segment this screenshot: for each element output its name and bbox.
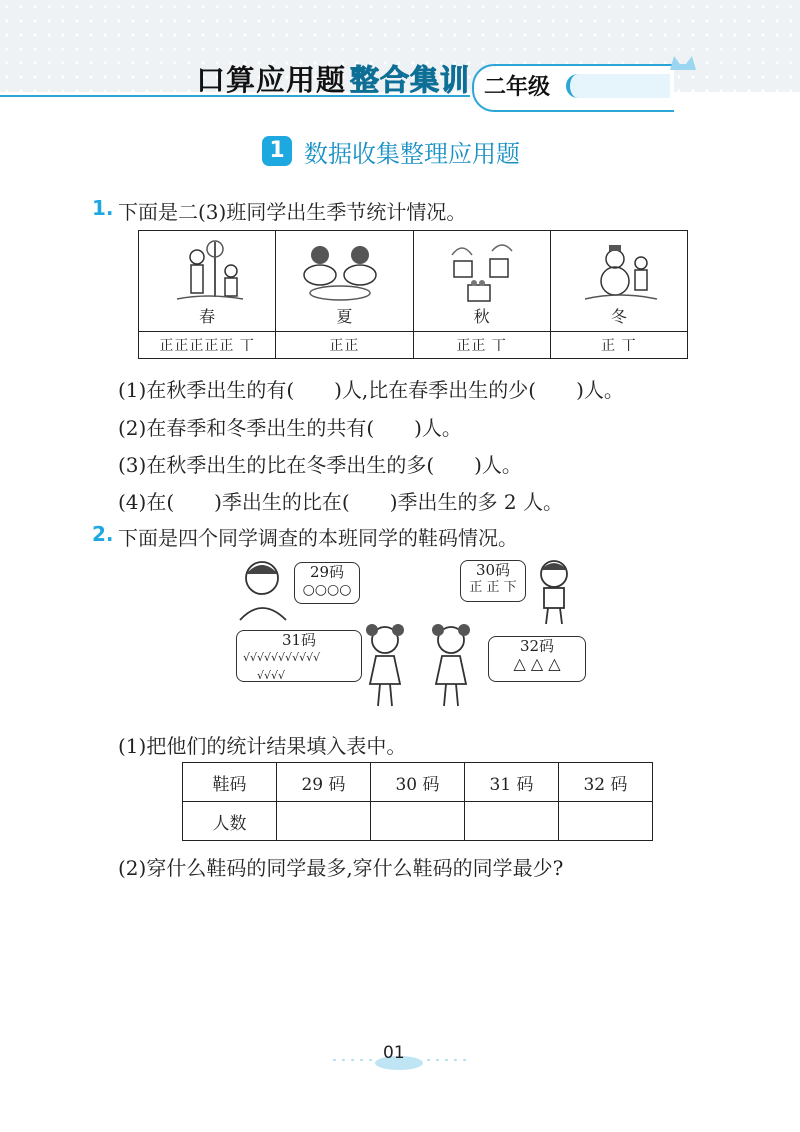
tally-summer: 正正 [276,332,413,359]
section-number-badge: 1 [262,136,292,166]
shoe-table-row-label: 人数 [183,802,277,841]
bubble-30-title: 30码 [475,561,511,579]
winter-cell [550,231,687,332]
winter-snowman-illustration [579,237,659,307]
question-2-sub-2: (2)穿什么鞋码的同学最多,穿什么鞋码的同学最少? [118,856,564,880]
bubble-31-title: 31码 [281,631,317,649]
book-title: 口算应用题 [196,63,347,97]
bubble-30 [460,560,526,602]
bubble-32-marks: △ △ △ [513,654,561,673]
summer-cell [276,231,413,332]
question-1-prompt: 下面是二(3)班同学出生季节统计情况。 [118,200,467,224]
tally-spring: 正正正正正 丅 [139,332,276,359]
shoe-table-header-32: 32 码 [559,763,653,802]
page-number: 01 [383,1043,405,1063]
answer-cell-31[interactable] [465,802,559,841]
bubble-31-marks-line-1: √√√√√√√√√√√ [243,651,321,664]
season-label-spring: 春 [199,307,216,326]
shoe-table-header-label: 鞋码 [183,763,277,802]
question-2-prompt: 下面是四个同学调查的本班同学的鞋码情况。 [118,526,518,550]
footer-dots-right [424,1058,468,1062]
answer-cell-30[interactable] [371,802,465,841]
question-2-number: 2. [92,522,114,546]
season-label-autumn: 秋 [473,307,490,326]
section-title: 数据收集整理应用题 [304,140,520,168]
season-tally-table [138,230,688,359]
girl-1-illustration [362,622,408,710]
boy-1-illustration [236,556,292,622]
bubble-32 [488,636,586,682]
grade-pill [566,74,670,98]
spring-planting-illustration [167,237,247,307]
shoe-table-header-31: 31 码 [465,763,559,802]
autumn-harvest-illustration [442,237,522,307]
girl-2-illustration [428,622,474,710]
bubble-31-marks-line-2: √√√√ [257,669,286,682]
tally-autumn: 正正 丅 [413,332,550,359]
bubble-29 [294,562,360,604]
question-2-sub-1: (1)把他们的统计结果填入表中。 [118,734,407,758]
autumn-cell [413,231,550,332]
footer-dots-left [330,1058,374,1062]
shoe-size-table [182,762,653,841]
bubble-29-marks: ○○○○ [302,582,352,598]
summer-beach-illustration [298,237,388,307]
boy-2-illustration [528,558,578,626]
bubble-30-marks: 正 正 下 [469,580,517,595]
book-title-highlight: 整合集训 [350,63,471,97]
season-label-winter: 冬 [610,307,627,326]
shoe-table-header-29: 29 码 [277,763,371,802]
bubble-32-title: 32码 [519,637,555,655]
season-label-summer: 夏 [336,307,353,326]
question-1-sub-2: (2)在春季和冬季出生的共有( )人。 [118,416,462,440]
cat-ears-icon [668,52,698,72]
answer-cell-32[interactable] [559,802,653,841]
spring-cell [139,231,276,332]
question-1-sub-3: (3)在秋季出生的比在冬季出生的多( )人。 [118,453,522,477]
question-1-sub-4: (4)在( )季出生的比在( )季出生的多 2 人。 [118,490,563,514]
bubble-29-title: 29码 [309,563,345,581]
question-1-sub-1: (1)在秋季出生的有( )人,比在春季出生的少( )人。 [118,378,624,402]
question-1-number: 1. [92,196,114,220]
answer-cell-29[interactable] [277,802,371,841]
shoe-table-header-30: 30 码 [371,763,465,802]
grade-label: 二年级 [484,75,551,100]
tally-winter: 正 丅 [550,332,687,359]
bubble-31 [236,630,362,682]
